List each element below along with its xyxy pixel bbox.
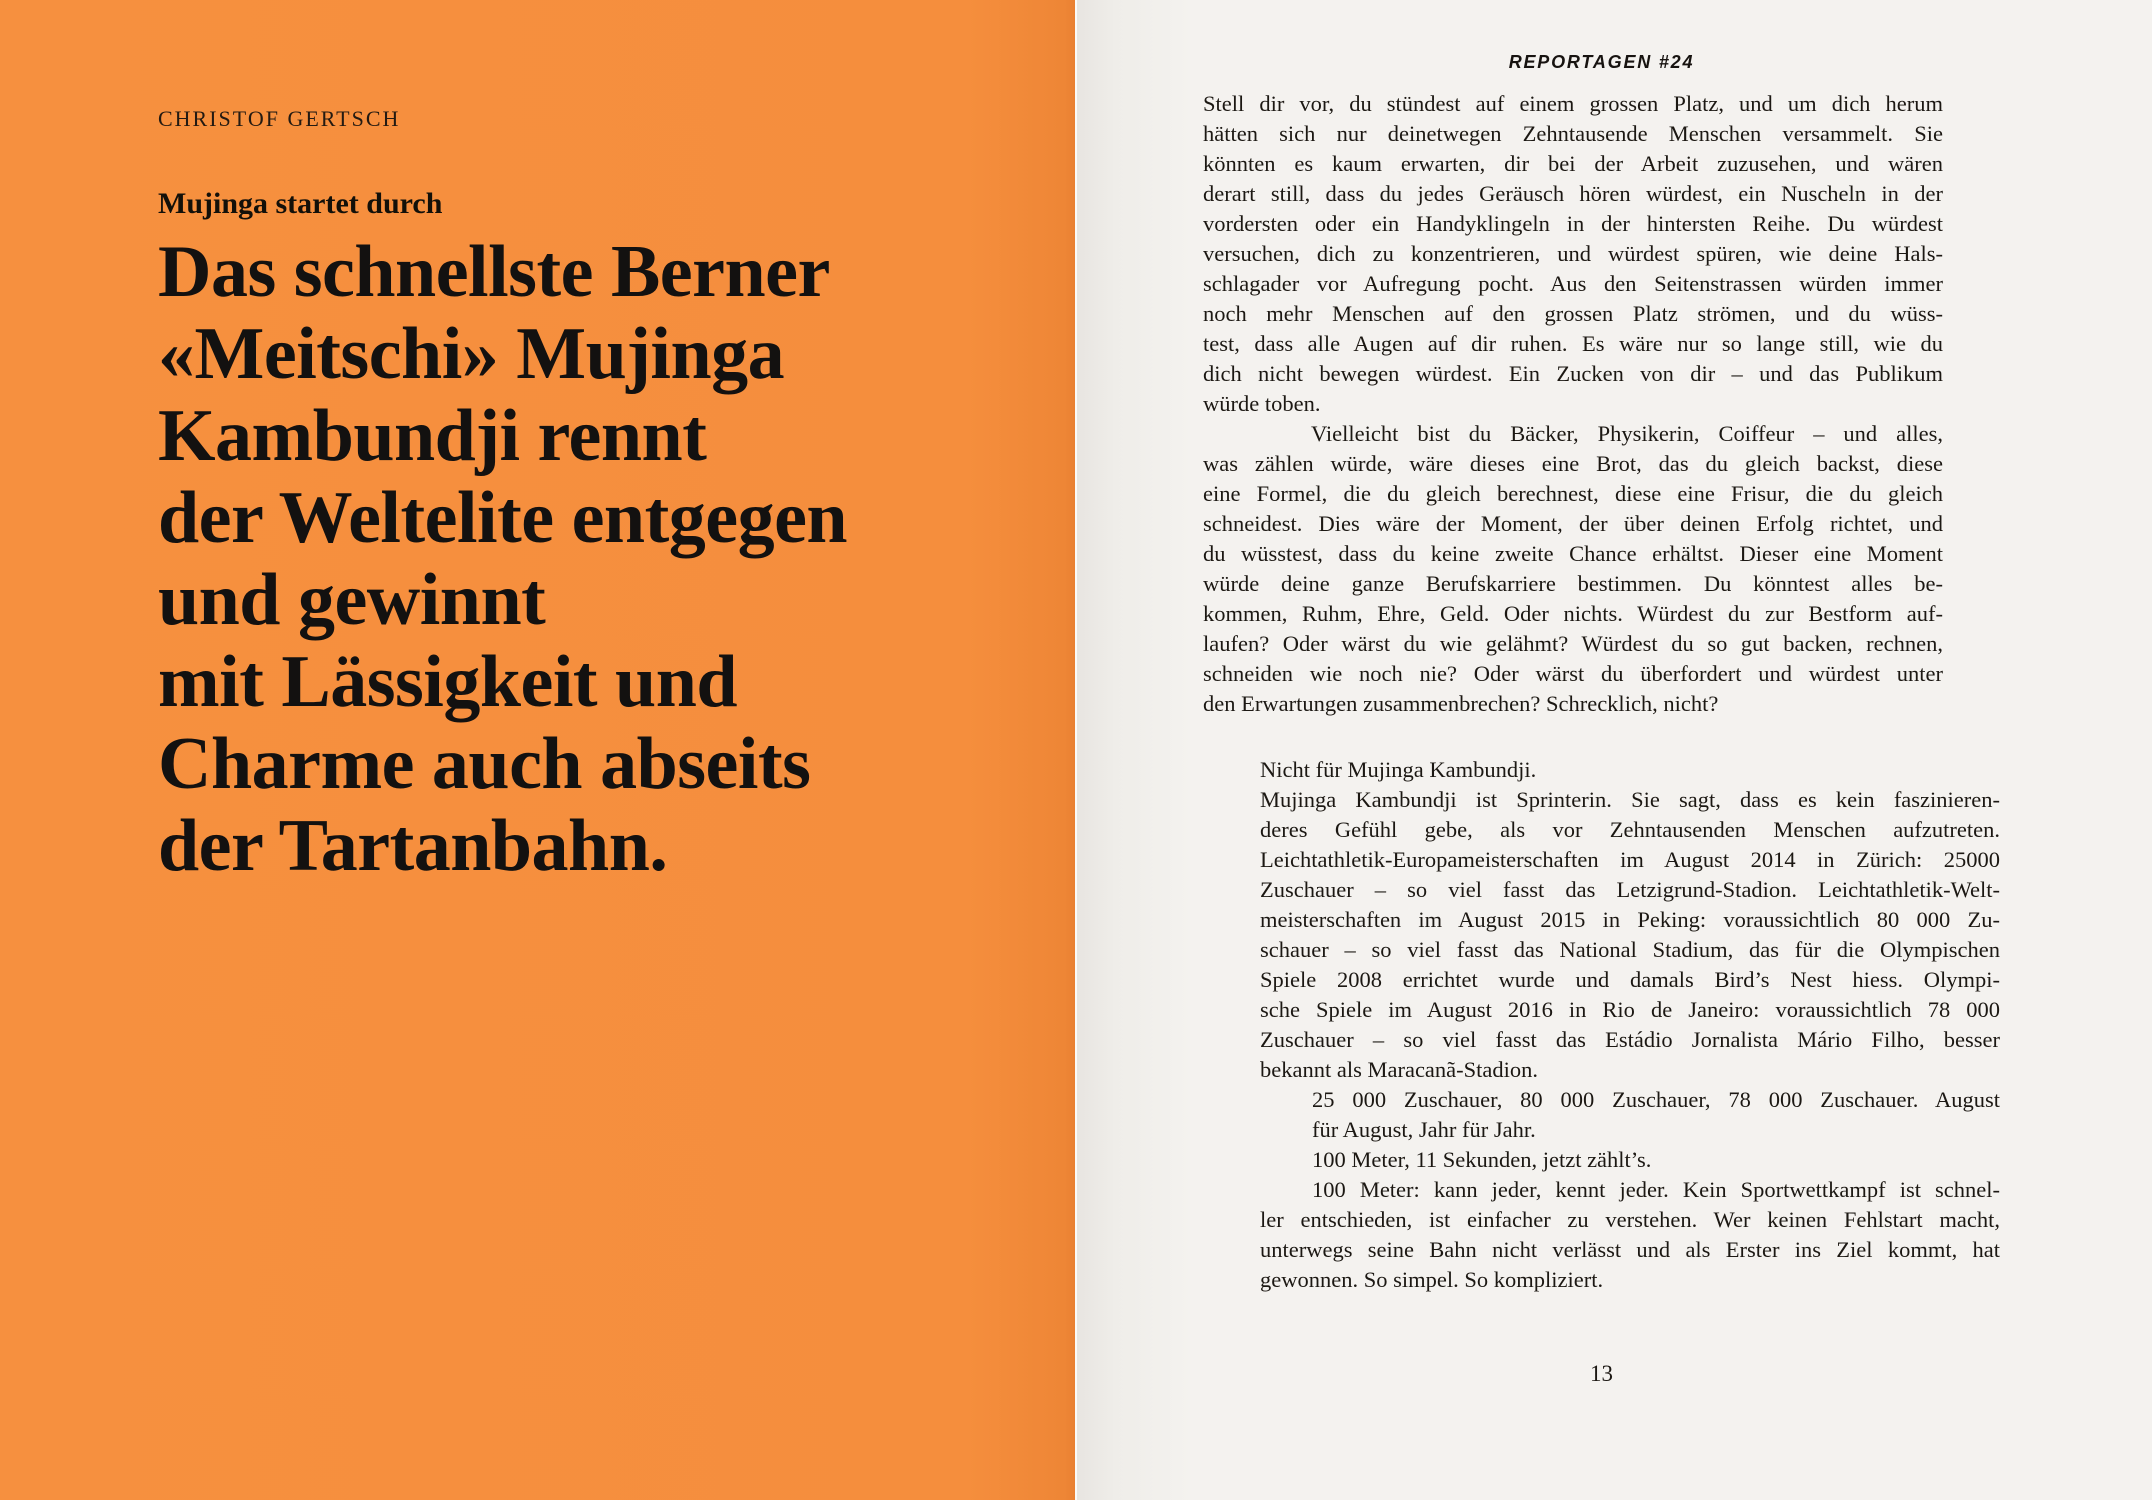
running-head: REPORTAGEN #24 xyxy=(1508,52,1695,72)
text-line: Zuschauer – so viel fasst das Letzigrund-Stadion. Leichtathletik-Welt- xyxy=(1260,877,2000,902)
headline-line: der Weltelite entgegen xyxy=(158,477,848,559)
text-line: eine Formel, die du gleich berechnest, diese eine Frisur, die du gleich xyxy=(1203,481,1943,506)
text-line: kommen, Ruhm, Ehre, Geld. Oder nichts. Würdest du zur Bestform auf- xyxy=(1203,601,1943,626)
text-line: hätten sich nur deinetwegen Zehntausende Menschen versammelt. Sie xyxy=(1203,121,1943,146)
text-line: Nicht für Mujinga Kambundji. xyxy=(1260,757,1537,782)
headline-line: und gewinnt xyxy=(158,559,546,641)
text-line: Zuschauer – so viel fasst das Estádio Jornalista Mário Filho, besser xyxy=(1260,1027,2000,1052)
text-line: versuchen, dich zu konzentrieren, und würdest spüren, wie deine Hals- xyxy=(1203,241,1943,266)
paragraph xyxy=(1203,89,1943,419)
text-line: vordersten oder ein Handyklingeln in der hintersten Reihe. Du würdest xyxy=(1203,211,1943,236)
headline-line: «Meitschi» Mujinga xyxy=(158,313,785,395)
text-line: Leichtathletik-Europameisterschaften im August 2014 in Zürich: 25000 xyxy=(1260,847,2000,872)
text-line: Stell dir vor, du stündest auf einem grossen Platz, und um dich herum xyxy=(1203,91,1943,116)
paragraph xyxy=(1260,1175,2000,1295)
text-line: würde toben. xyxy=(1203,391,1321,416)
text-line: würde deine ganze Berufskarriere bestimmen. Du könntest alles be- xyxy=(1203,571,1943,596)
headline-line: Kambundji rennt xyxy=(158,395,707,477)
text-line: unterwegs seine Bahn nicht verlässt und als Erster ins Ziel kommt, hat xyxy=(1260,1237,2000,1262)
paragraph xyxy=(1312,1085,2000,1145)
headline-line: Das schnellste Berner xyxy=(158,231,830,313)
headline-line: Charme auch abseits xyxy=(158,723,811,805)
headline-line: mit Lässigkeit und xyxy=(158,641,738,723)
text-line: du wüsstest, dass du keine zweite Chance erhältst. Dieser eine Moment xyxy=(1203,541,1943,566)
text-line: gewonnen. So simpel. So kompliziert. xyxy=(1260,1267,1604,1292)
text-line: schneidest. Dies wäre der Moment, der über deinen Erfolg richtet, und xyxy=(1203,511,1943,536)
text-line: was zählen würde, wäre dieses eine Brot, das du gleich backst, diese xyxy=(1203,451,1943,476)
right-page xyxy=(1075,0,2152,1500)
paragraph xyxy=(1312,1145,2000,1175)
paragraph xyxy=(1203,419,1943,719)
page-number: 13 xyxy=(1590,1361,1613,1386)
author-byline: CHRISTOF GERTSCH xyxy=(158,106,401,131)
text-line: Vielleicht bist du Bäcker, Physikerin, Coiffeur – und alles, xyxy=(1311,421,1943,446)
text-line: laufen? Oder wärst du wie gelähmt? Würdest du so gut backen, rechnen, xyxy=(1203,631,1943,656)
right-page-content xyxy=(1203,53,2000,1387)
text-line: Spiele 2008 errichtet wurde und damals Bird’s Nest hiess. Olympi- xyxy=(1260,967,2000,992)
article-body xyxy=(1203,89,2000,1295)
text-line: bekannt als Maracanã-Stadion. xyxy=(1260,1057,1539,1082)
text-line: ler entschieden, ist einfacher zu verstehen. Wer keinen Fehlstart macht, xyxy=(1260,1207,2000,1232)
kicker: Mujinga startet durch xyxy=(158,187,443,220)
text-line: sche Spiele im August 2016 in Rio de Janeiro: voraussichtlich 78 000 xyxy=(1260,997,2000,1022)
paragraph xyxy=(1260,755,2000,785)
text-line: schauer – so viel fasst das National Stadium, das für die Olympischen xyxy=(1260,937,2000,962)
text-line: dich nicht bewegen würdest. Ein Zucken von dir – und das Publikum xyxy=(1203,361,1943,386)
headline-line: der Tartanbahn. xyxy=(158,805,668,887)
text-line: 100 Meter, 11 Sekunden, jetzt zählt’s. xyxy=(1312,1147,1652,1172)
text-line: derart still, dass du jedes Geräusch hören würdest, ein Nuscheln in der xyxy=(1203,181,1943,206)
text-line: für August, Jahr für Jahr. xyxy=(1312,1117,1536,1142)
paragraph xyxy=(1260,785,2000,1085)
text-line: Mujinga Kambundji ist Sprinterin. Sie sagt, dass es kein faszinieren- xyxy=(1260,787,2000,812)
text-line: 100 Meter: kann jeder, kennt jeder. Kein Sportwettkampf ist schnel- xyxy=(1312,1177,2000,1202)
text-line: könnten es kaum erwarten, dir bei der Arbeit zuzusehen, und wären xyxy=(1203,151,1943,176)
text-line: schneiden wie noch nie? Oder wärst du überfordert und würdest unter xyxy=(1203,661,1943,686)
text-line: meisterschaften im August 2015 in Peking: voraussichtlich 80 000 Zu- xyxy=(1260,907,2000,932)
text-line: schlagader vor Aufregung pocht. Aus den Seitenstrassen würden immer xyxy=(1203,271,1943,296)
text-line: test, dass alle Augen auf dir ruhen. Es wäre nur so lange still, wie du xyxy=(1203,331,1943,356)
headline xyxy=(158,231,1035,887)
text-line: noch mehr Menschen auf den grossen Platz strömen, und du wüss- xyxy=(1203,301,1943,326)
left-page xyxy=(0,0,1075,1500)
text-line: den Erwartungen zusammenbrechen? Schrecklich, nicht? xyxy=(1203,691,1719,716)
text-line: deres Gefühl gebe, als vor Zehntausenden Menschen aufzutreten. xyxy=(1260,817,2000,842)
text-line: 25 000 Zuschauer, 80 000 Zuschauer, 78 000 Zuschauer. August xyxy=(1312,1087,2000,1112)
